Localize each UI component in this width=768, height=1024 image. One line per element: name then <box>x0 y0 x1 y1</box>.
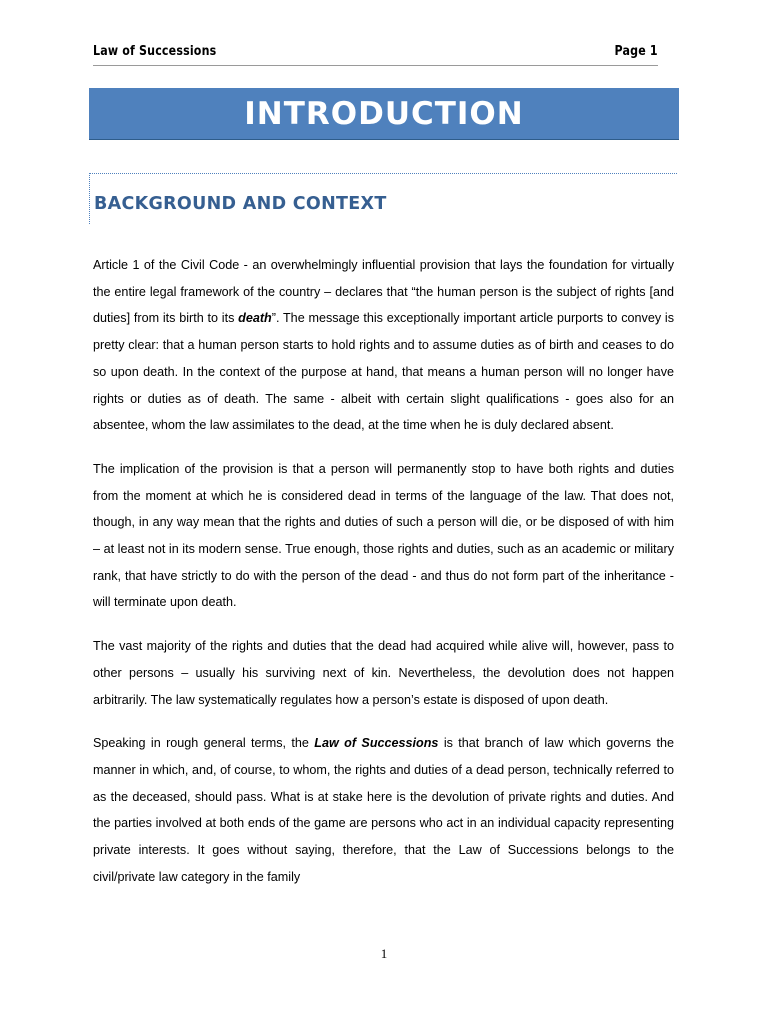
header-page-label: Page 1 <box>614 43 658 59</box>
paragraph-1-emphasis: death <box>238 311 272 326</box>
paragraph-4-part-b: is that branch of law which governs the manner in which, and, of course, to whom, the rights and duties of a dead person, technically referred to as the deceased, should pass. What is at stake here is the devolution of private rights and duties. And the parties involved at both ends of the game are persons who act in an individual capacity representing private interests. It goes without saying, therefore, that the Law of Successions belongs to the civil/private law category in the family <box>93 736 674 884</box>
page-number: 1 <box>380 946 388 961</box>
page-header <box>93 43 658 66</box>
paragraph-1-part-a: Article 1 of the Civil Code - an overwhelmingly influential provision that lays the foundation for virtually the entire legal framework of the country – declares that “the human person is the subject of rights [and duties] from its birth to its <box>93 258 674 326</box>
paragraph-4 <box>93 730 674 890</box>
header-document-title: Law of Successions <box>93 43 217 59</box>
paragraph-4-emphasis: Law of Successions <box>314 736 439 751</box>
paragraph-1-part-b: ”. The message this exceptionally important article purports to convey is pretty clear: that a human person starts to hold rights and to assume duties as of birth and ceases to do so upon death. In the context of the purpose at hand, that means a human person will no longer have rights or duties as of death. The same - albeit with certain slight qualifications - goes also for an absentee, whom the law assimilates to the dead, at the time when he is duly declared absent. <box>93 311 674 433</box>
section-heading: BACKGROUND AND CONTEXT <box>94 194 387 214</box>
body-text <box>93 252 674 907</box>
title-banner <box>89 88 679 140</box>
paragraph-4-part-a: Speaking in rough general terms, the <box>93 736 315 751</box>
chapter-title: INTRODUCTION <box>244 95 524 132</box>
paragraph-3: The vast majority of the rights and duties that the dead had acquired while alive will, however, pass to other persons – usually his surviving next of kin. Nevertheless, the devolution does not happen arbitrarily. The law systematically regulates how a person’s estate is disposed of upon death. <box>93 639 674 707</box>
paragraph-2: The implication of the provision is that a person will permanently stop to have both rights and duties from the moment at which he is considered dead in terms of the language of the law. That does not, though, in any way mean that the rights and duties of such a person will die, or be disposed of with him – at least not in its modern sense. True enough, those rights and duties, such as an academic or military rank, that have strictly to do with the person of the dead - and thus do not form part of the inheritance - will terminate upon death. <box>93 461 674 610</box>
paragraph-1 <box>93 252 674 439</box>
section-heading-box <box>89 173 677 224</box>
